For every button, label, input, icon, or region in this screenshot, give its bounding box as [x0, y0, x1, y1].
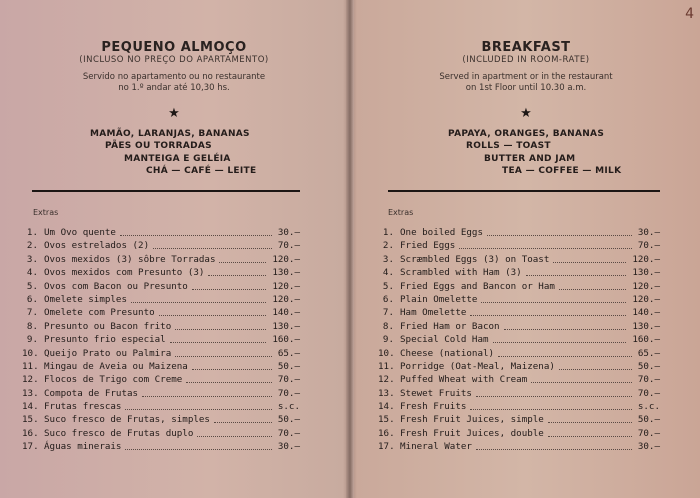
- menu-item: [378, 333, 660, 346]
- menu-item-number: 3.: [382, 253, 394, 265]
- menu-item-name: Omelete com Presunto: [44, 307, 155, 319]
- leader-dots: [476, 396, 632, 397]
- menu-item: [378, 280, 660, 293]
- leader-dots: [175, 329, 266, 330]
- menu-item: [378, 413, 660, 426]
- menu-item-name: Porridge (Oat-Meal, Maizena): [400, 360, 555, 372]
- menu-item: [378, 400, 660, 413]
- menu-item-price: 30.—: [637, 227, 660, 238]
- menu-item: [22, 413, 300, 426]
- menu-item-name: Flocos de Trigo com Creme: [44, 374, 183, 386]
- menu-item-price: 130.—: [272, 267, 300, 279]
- menu-item: [378, 440, 660, 453]
- menu-item-name: Fried Eggs: [400, 240, 456, 252]
- star-ornament-icon: ★: [168, 106, 180, 121]
- breakfast-drinks: TEA — COFFEE — MILK: [502, 166, 622, 176]
- page-subtitle: (INCLUSO NO PREÇO DO APARTAMENTO): [79, 55, 269, 65]
- breakfast-fruits: MAMÃO, LARANJAS, BANANAS: [90, 129, 250, 139]
- service-note: [352, 72, 700, 94]
- leader-dots: [192, 289, 266, 290]
- leader-dots: [504, 329, 626, 330]
- leader-dots: [208, 275, 266, 276]
- menu-item-price: 130.—: [272, 320, 300, 332]
- menu-item-number: 7.: [382, 307, 394, 319]
- breakfast-butter: BUTTER AND JAM: [484, 154, 576, 164]
- menu-item: [22, 293, 300, 306]
- menu-item-number: 2.: [26, 240, 38, 252]
- menu-item: [378, 253, 660, 266]
- menu-item: [22, 280, 300, 293]
- menu-item: [378, 239, 660, 252]
- menu-item-price: 50.—: [277, 360, 300, 372]
- leader-dots: [120, 235, 272, 236]
- menu-item-number: 4.: [382, 267, 394, 279]
- menu-item-price: 120.—: [272, 253, 300, 265]
- breakfast-drinks: CHÁ — CAFÉ — LEITE: [146, 166, 257, 176]
- menu-item-number: 5.: [26, 280, 38, 292]
- menu-item: [22, 226, 300, 239]
- menu-item-number: 2.: [382, 240, 394, 252]
- leader-dots: [498, 356, 632, 357]
- page-title: PEQUENO ALMOÇO: [101, 40, 247, 55]
- menu-item-number: 3.: [26, 253, 38, 265]
- menu-item-price: 50.—: [277, 414, 300, 426]
- menu-item-name: Plain Omelette: [400, 293, 478, 305]
- menu-item-price: 30.—: [277, 227, 300, 238]
- menu-item: [378, 347, 660, 360]
- menu-item-number: 8.: [26, 320, 38, 332]
- extras-list: [378, 226, 660, 454]
- service-line-2: on 1st Floor until 10.30 a.m.: [465, 83, 587, 93]
- menu-item-name: Fresh Fruits: [400, 401, 467, 413]
- menu-item-name: Suco fresco de Frutas duplo: [44, 427, 194, 439]
- extras-list: [22, 226, 300, 454]
- menu-item: [22, 373, 300, 386]
- leader-dots: [214, 422, 272, 423]
- menu-item-price: 160.—: [272, 334, 300, 346]
- service-note: [0, 72, 348, 94]
- menu-item-price: 70.—: [637, 427, 660, 439]
- menu-item-number: 1.: [26, 227, 38, 238]
- menu-item: [378, 293, 660, 306]
- menu-item-price: 70.—: [637, 240, 660, 252]
- menu-item-name: Omelete simples: [44, 293, 127, 305]
- menu-item-price: 70.—: [277, 387, 300, 399]
- menu-item-number: 1.: [382, 227, 394, 238]
- menu-item: [22, 239, 300, 252]
- menu-item: [378, 306, 660, 319]
- menu-item: [22, 347, 300, 360]
- menu-item-number: 9.: [382, 334, 394, 346]
- leader-dots: [559, 289, 626, 290]
- menu-item-number: 16.: [378, 427, 395, 439]
- menu-item-price: 130.—: [632, 267, 660, 279]
- menu-item: [378, 266, 660, 279]
- menu-item-price: 120.—: [272, 293, 300, 305]
- menu-item: [22, 306, 300, 319]
- menu-item-number: 4.: [26, 267, 38, 279]
- menu-item-name: Cheese (national): [400, 347, 495, 359]
- leader-dots: [559, 369, 632, 370]
- menu-item: [22, 400, 300, 413]
- menu-item-name: Scrambled with Ham (3): [400, 267, 522, 279]
- menu-item-number: 11.: [22, 360, 39, 372]
- menu-item-number: 12.: [22, 374, 39, 386]
- leader-dots: [125, 449, 272, 450]
- menu-item-number: 10.: [378, 347, 395, 359]
- menu-item-price: 140.—: [272, 307, 300, 319]
- star-ornament-icon: ★: [520, 106, 532, 121]
- menu-item-price: 70.—: [637, 387, 660, 399]
- menu-item-name: Ovos mexidos (3) sôbre Torradas: [44, 253, 216, 265]
- menu-item-price: 120.—: [632, 280, 660, 292]
- menu-item-name: Puffed Wheat with Cream: [400, 374, 528, 386]
- menu-item-name: Scræmbled Eggs (3) on Toast: [400, 253, 550, 265]
- leader-dots: [553, 262, 626, 263]
- leader-dots: [526, 275, 626, 276]
- menu-item: [22, 360, 300, 373]
- menu-item-price: 50.—: [637, 414, 660, 426]
- menu-item-number: 5.: [382, 280, 394, 292]
- menu-item-name: Mineral Water: [400, 441, 472, 453]
- menu-item-price: 120.—: [632, 253, 660, 265]
- menu-item-number: 10.: [22, 347, 39, 359]
- leader-dots: [159, 315, 266, 316]
- menu-item-name: Fried Ham or Bacon: [400, 320, 500, 332]
- menu-item-name: Ovos com Bacon ou Presunto: [44, 280, 188, 292]
- menu-page-portuguese: [0, 0, 348, 498]
- menu-item: [22, 266, 300, 279]
- menu-item-price: 160.—: [632, 334, 660, 346]
- menu-item-name: Suco fresco de Frutas, simples: [44, 414, 210, 426]
- leader-dots: [131, 302, 266, 303]
- leader-dots: [175, 356, 272, 357]
- menu-item: [378, 360, 660, 373]
- menu-item: [22, 333, 300, 346]
- menu-item-price: 140.—: [632, 307, 660, 319]
- leader-dots: [459, 248, 632, 249]
- leader-dots: [476, 449, 632, 450]
- menu-item: [378, 427, 660, 440]
- menu-page-english: [352, 0, 700, 498]
- menu-item-name: Ham Omelette: [400, 307, 467, 319]
- breakfast-butter: MANTEIGA E GELÉIA: [124, 154, 231, 164]
- menu-item-name: Frutas frescas: [44, 401, 122, 413]
- leader-dots: [481, 302, 626, 303]
- breakfast-bread: PÃES OU TORRADAS: [105, 141, 212, 151]
- menu-item-price: s.c.: [637, 401, 660, 413]
- menu-item-number: 6.: [26, 293, 38, 305]
- menu-item: [22, 440, 300, 453]
- menu-item-price: 120.—: [632, 293, 660, 305]
- menu-item-number: 12.: [378, 374, 395, 386]
- menu-item-name: Fresh Fruit Juices, simple: [400, 414, 544, 426]
- menu-item: [22, 320, 300, 333]
- menu-item-price: s.c.: [277, 401, 300, 413]
- leader-dots: [493, 342, 626, 343]
- menu-item-name: Mingau de Aveia ou Maizena: [44, 360, 188, 372]
- service-line-2: no 1.º andar até 10,30 hs.: [118, 83, 230, 93]
- menu-item-price: 30.—: [637, 441, 660, 453]
- breakfast-bread: ROLLS — TOAST: [466, 141, 551, 151]
- menu-item-number: 6.: [382, 293, 394, 305]
- menu-item-number: 11.: [378, 360, 395, 372]
- menu-item: [22, 253, 300, 266]
- menu-item-price: 65.—: [637, 347, 660, 359]
- extras-label: Extras: [388, 208, 414, 217]
- menu-item-name: Special Cold Ham: [400, 334, 489, 346]
- menu-item-number: 17.: [22, 441, 39, 453]
- page-number-mark: 4: [685, 6, 694, 22]
- leader-dots: [142, 396, 272, 397]
- leader-dots: [487, 235, 632, 236]
- menu-item-number: 8.: [382, 320, 394, 332]
- menu-item-price: 70.—: [637, 374, 660, 386]
- extras-label: Extras: [33, 208, 59, 217]
- menu-item-number: 14.: [378, 401, 395, 413]
- menu-item-price: 30.—: [277, 441, 300, 453]
- menu-item-name: Presunto ou Bacon frito: [44, 320, 172, 332]
- menu-item-number: 9.: [26, 334, 38, 346]
- leader-dots: [125, 409, 272, 410]
- leader-dots: [548, 422, 632, 423]
- menu-item-price: 130.—: [632, 320, 660, 332]
- leader-dots: [192, 369, 272, 370]
- menu-item-number: 7.: [26, 307, 38, 319]
- menu-item: [22, 387, 300, 400]
- menu-item-number: 13.: [22, 387, 39, 399]
- menu-item: [378, 226, 660, 239]
- page-title: BREAKFAST: [481, 40, 571, 55]
- section-divider: [388, 190, 660, 192]
- menu-item-price: 120.—: [272, 280, 300, 292]
- menu-item-name: One boiled Eggs: [400, 227, 483, 238]
- menu-item-name: Um Ovo quente: [44, 227, 116, 238]
- menu-item-name: Fried Eggs and Bancon or Ham: [400, 280, 555, 292]
- menu-item-number: 17.: [378, 441, 395, 453]
- menu-item-number: 15.: [378, 414, 395, 426]
- menu-item-name: Águas minerais: [44, 441, 122, 453]
- menu-item-number: 16.: [22, 427, 39, 439]
- menu-item-name: Presunto frio especial: [44, 334, 166, 346]
- menu-item: [378, 387, 660, 400]
- menu-item-number: 13.: [378, 387, 395, 399]
- menu-item: [378, 373, 660, 386]
- menu-item-price: 70.—: [277, 240, 300, 252]
- leader-dots: [219, 262, 266, 263]
- menu-item-number: 14.: [22, 401, 39, 413]
- menu-item-name: Fresh Fruit Juices, double: [400, 427, 544, 439]
- section-divider: [32, 190, 300, 192]
- menu-item: [378, 320, 660, 333]
- leader-dots: [470, 409, 632, 410]
- leader-dots: [197, 436, 272, 437]
- menu-item-name: Stewet Fruits: [400, 387, 472, 399]
- leader-dots: [470, 315, 626, 316]
- leader-dots: [531, 382, 632, 383]
- menu-item-price: 70.—: [277, 427, 300, 439]
- menu-item-name: Compota de Frutas: [44, 387, 139, 399]
- menu-item-price: 65.—: [277, 347, 300, 359]
- leader-dots: [153, 248, 272, 249]
- page-subtitle: (INCLUDED IN ROOM-RATE): [462, 55, 590, 65]
- menu-item-number: 15.: [22, 414, 39, 426]
- menu-item-price: 70.—: [277, 374, 300, 386]
- service-line-1: Served in apartment or in the restaurant: [439, 72, 613, 82]
- menu-item-name: Queijo Prato ou Palmira: [44, 347, 172, 359]
- menu-item-name: Ovos estrelados (2): [44, 240, 150, 252]
- service-line-1: Servido no apartamento ou no restaurante: [82, 72, 266, 82]
- leader-dots: [170, 342, 266, 343]
- leader-dots: [548, 436, 632, 437]
- breakfast-fruits: PAPAYA, ORANGES, BANANAS: [448, 129, 605, 139]
- menu-item-price: 50.—: [637, 360, 660, 372]
- menu-item-name: Ovos mexidos com Presunto (3): [44, 267, 205, 279]
- menu-item: [22, 427, 300, 440]
- leader-dots: [186, 382, 272, 383]
